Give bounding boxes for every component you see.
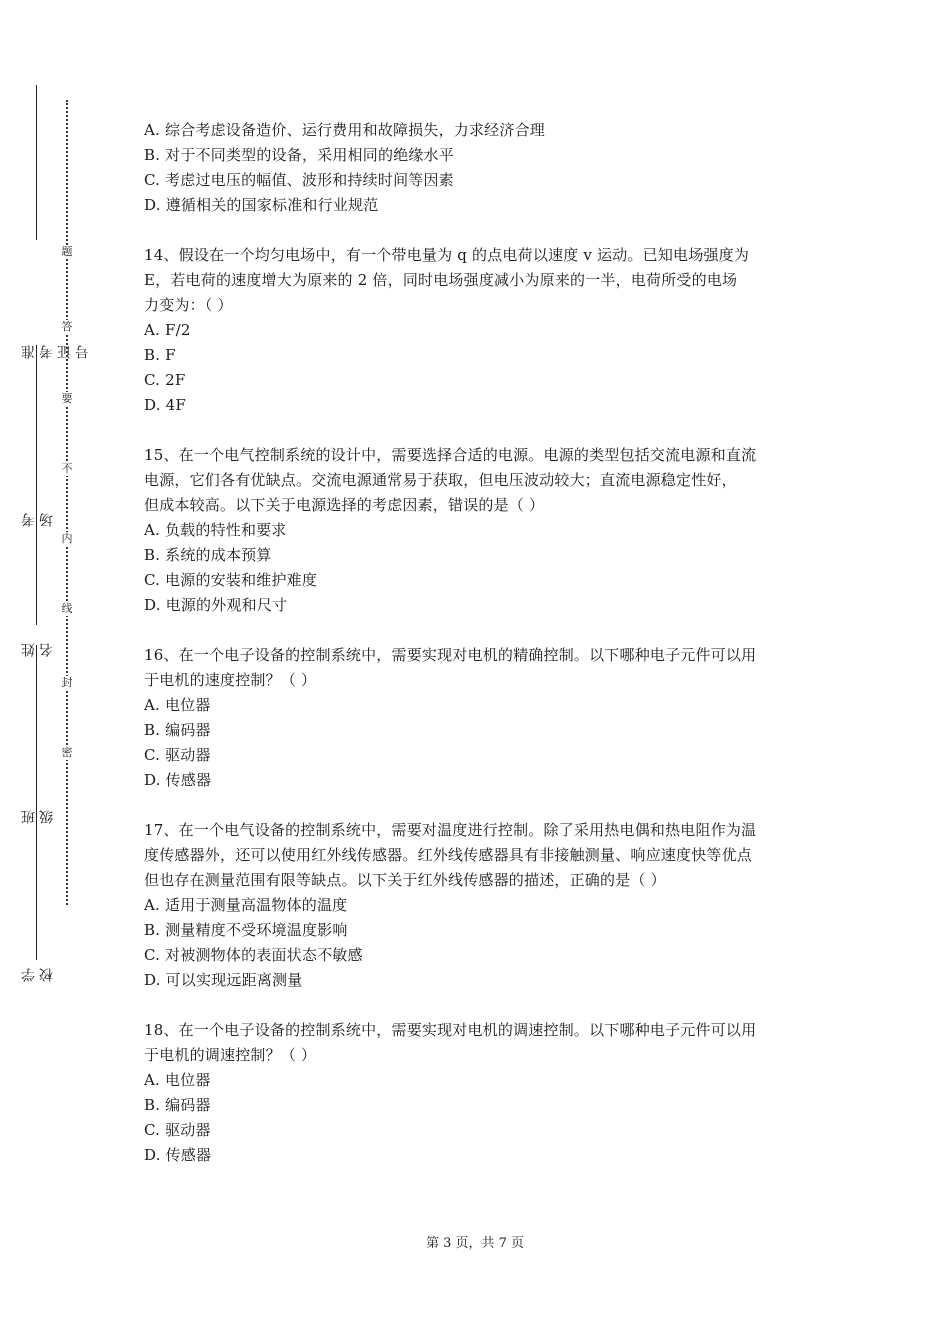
answer-option: C. 电源的安装和维护难度: [144, 571, 318, 589]
binding-margin: [0, 0, 100, 1344]
seal-char: 答: [61, 320, 73, 333]
question-17: [144, 818, 814, 993]
answer-option: B. 系统的成本预算: [144, 546, 272, 564]
answer-option: B. 对于不同类型的设备，采用相同的绝缘水平: [144, 146, 454, 164]
answer-option: A. F/2: [144, 321, 191, 339]
answer-option: B. 测量精度不受环境温度影响: [144, 921, 348, 939]
answer-option: D. 传感器: [144, 771, 212, 789]
answer-option: A. 综合考虑设备造价、运行费用和故障损失，力求经济合理: [144, 121, 545, 139]
answer-option: C. 考虑过电压的幅值、波形和持续时间等因素: [144, 171, 454, 189]
student-name-label: 姓名: [21, 640, 55, 657]
answer-option: A. 电位器: [144, 696, 211, 714]
question-stem: 但成本较高。以下关于电源选择的考虑因素，错误的是（ ）: [144, 496, 545, 514]
class-underline: [36, 645, 37, 800]
class-label: 班级: [21, 807, 55, 824]
answer-option: C. 驱动器: [144, 1121, 211, 1139]
question-stem: 16、在一个电子设备的控制系统中，需要实现对电机的精确控制。以下哪种电子元件可以用: [144, 646, 757, 664]
question-15: [144, 443, 814, 618]
question-stem: 度传感器外，还可以使用红外线传感器。红外线传感器具有非接触测量、响应速度快等优点: [144, 846, 753, 864]
seal-char: 密: [61, 746, 73, 759]
answer-option: D. 可以实现远距离测量: [144, 971, 303, 989]
question-stem: 力变为：（ ）: [144, 296, 233, 314]
question-stem: 于电机的速度控制？（ ）: [144, 671, 317, 689]
question-14: [144, 243, 814, 418]
answer-option: C. 驱动器: [144, 746, 211, 764]
question-stem: 于电机的调速控制？（ ）: [144, 1046, 317, 1064]
student-name-underline: [36, 480, 37, 625]
question-18: [144, 1018, 814, 1168]
answer-option: D. 传感器: [144, 1146, 212, 1164]
answer-option: A. 电位器: [144, 1071, 211, 1089]
answer-option: C. 对被测物体的表面状态不敏感: [144, 946, 363, 964]
exam-content: [144, 118, 814, 1168]
school-label: 学校: [21, 965, 55, 982]
answer-option: C. 2F: [144, 371, 186, 389]
question-stem: 电源，它们各有优缺点。交流电源通常易于获取，但电压波动较大；直流电源稳定性好，: [144, 471, 737, 489]
exam-room-label: 考场: [21, 510, 55, 527]
exam-number-underline: [36, 85, 37, 240]
answer-option: D. 遵循相关的国家标准和行业规范: [144, 196, 379, 214]
question-13-options: [144, 118, 814, 218]
question-stem: 18、在一个电子设备的控制系统中，需要实现对电机的调速控制。以下哪种电子元件可以用: [144, 1021, 757, 1039]
seal-char: 题: [61, 245, 73, 258]
answer-option: D. 4F: [144, 396, 186, 414]
question-stem: 14、假设在一个均匀电场中，有一个带电量为 q 的点电荷以速度 v 运动。已知电场强度为: [144, 246, 750, 264]
seal-char: 线: [61, 602, 73, 615]
page-number: 第 3 页，共 7 页: [425, 1236, 525, 1251]
question-stem: E，若电荷的速度增大为原来的 2 倍，同时电场强度减小为原来的一半，电荷所受的电场: [144, 271, 738, 289]
seal-char: 要: [61, 392, 73, 405]
school-underline: [36, 800, 37, 960]
answer-option: A. 适用于测量高温物体的温度: [144, 896, 348, 914]
question-stem: 但也存在测量范围有限等缺点。以下关于红外线传感器的描述，正确的是（ ）: [144, 871, 666, 889]
answer-option: B. F: [144, 346, 176, 364]
answer-option: B. 编码器: [144, 721, 211, 739]
answer-option: A. 负载的特性和要求: [144, 521, 287, 539]
seal-char: 封: [61, 676, 73, 689]
question-stem: 15、在一个电气控制系统的设计中，需要选择合适的电源。电源的类型包括交流电源和直流: [144, 446, 757, 464]
seal-char: 内: [61, 532, 73, 545]
question-stem: 17、在一个电气设备的控制系统中，需要对温度进行控制。除了采用热电偶和热电阻作为温: [144, 821, 757, 839]
seal-char: 不: [61, 462, 73, 475]
question-16: [144, 643, 814, 793]
seal-dotted-line: [66, 100, 68, 905]
answer-option: D. 电源的外观和尺寸: [144, 596, 288, 614]
exam-number-label: 准考证号: [21, 342, 91, 359]
answer-option: B. 编码器: [144, 1096, 211, 1114]
